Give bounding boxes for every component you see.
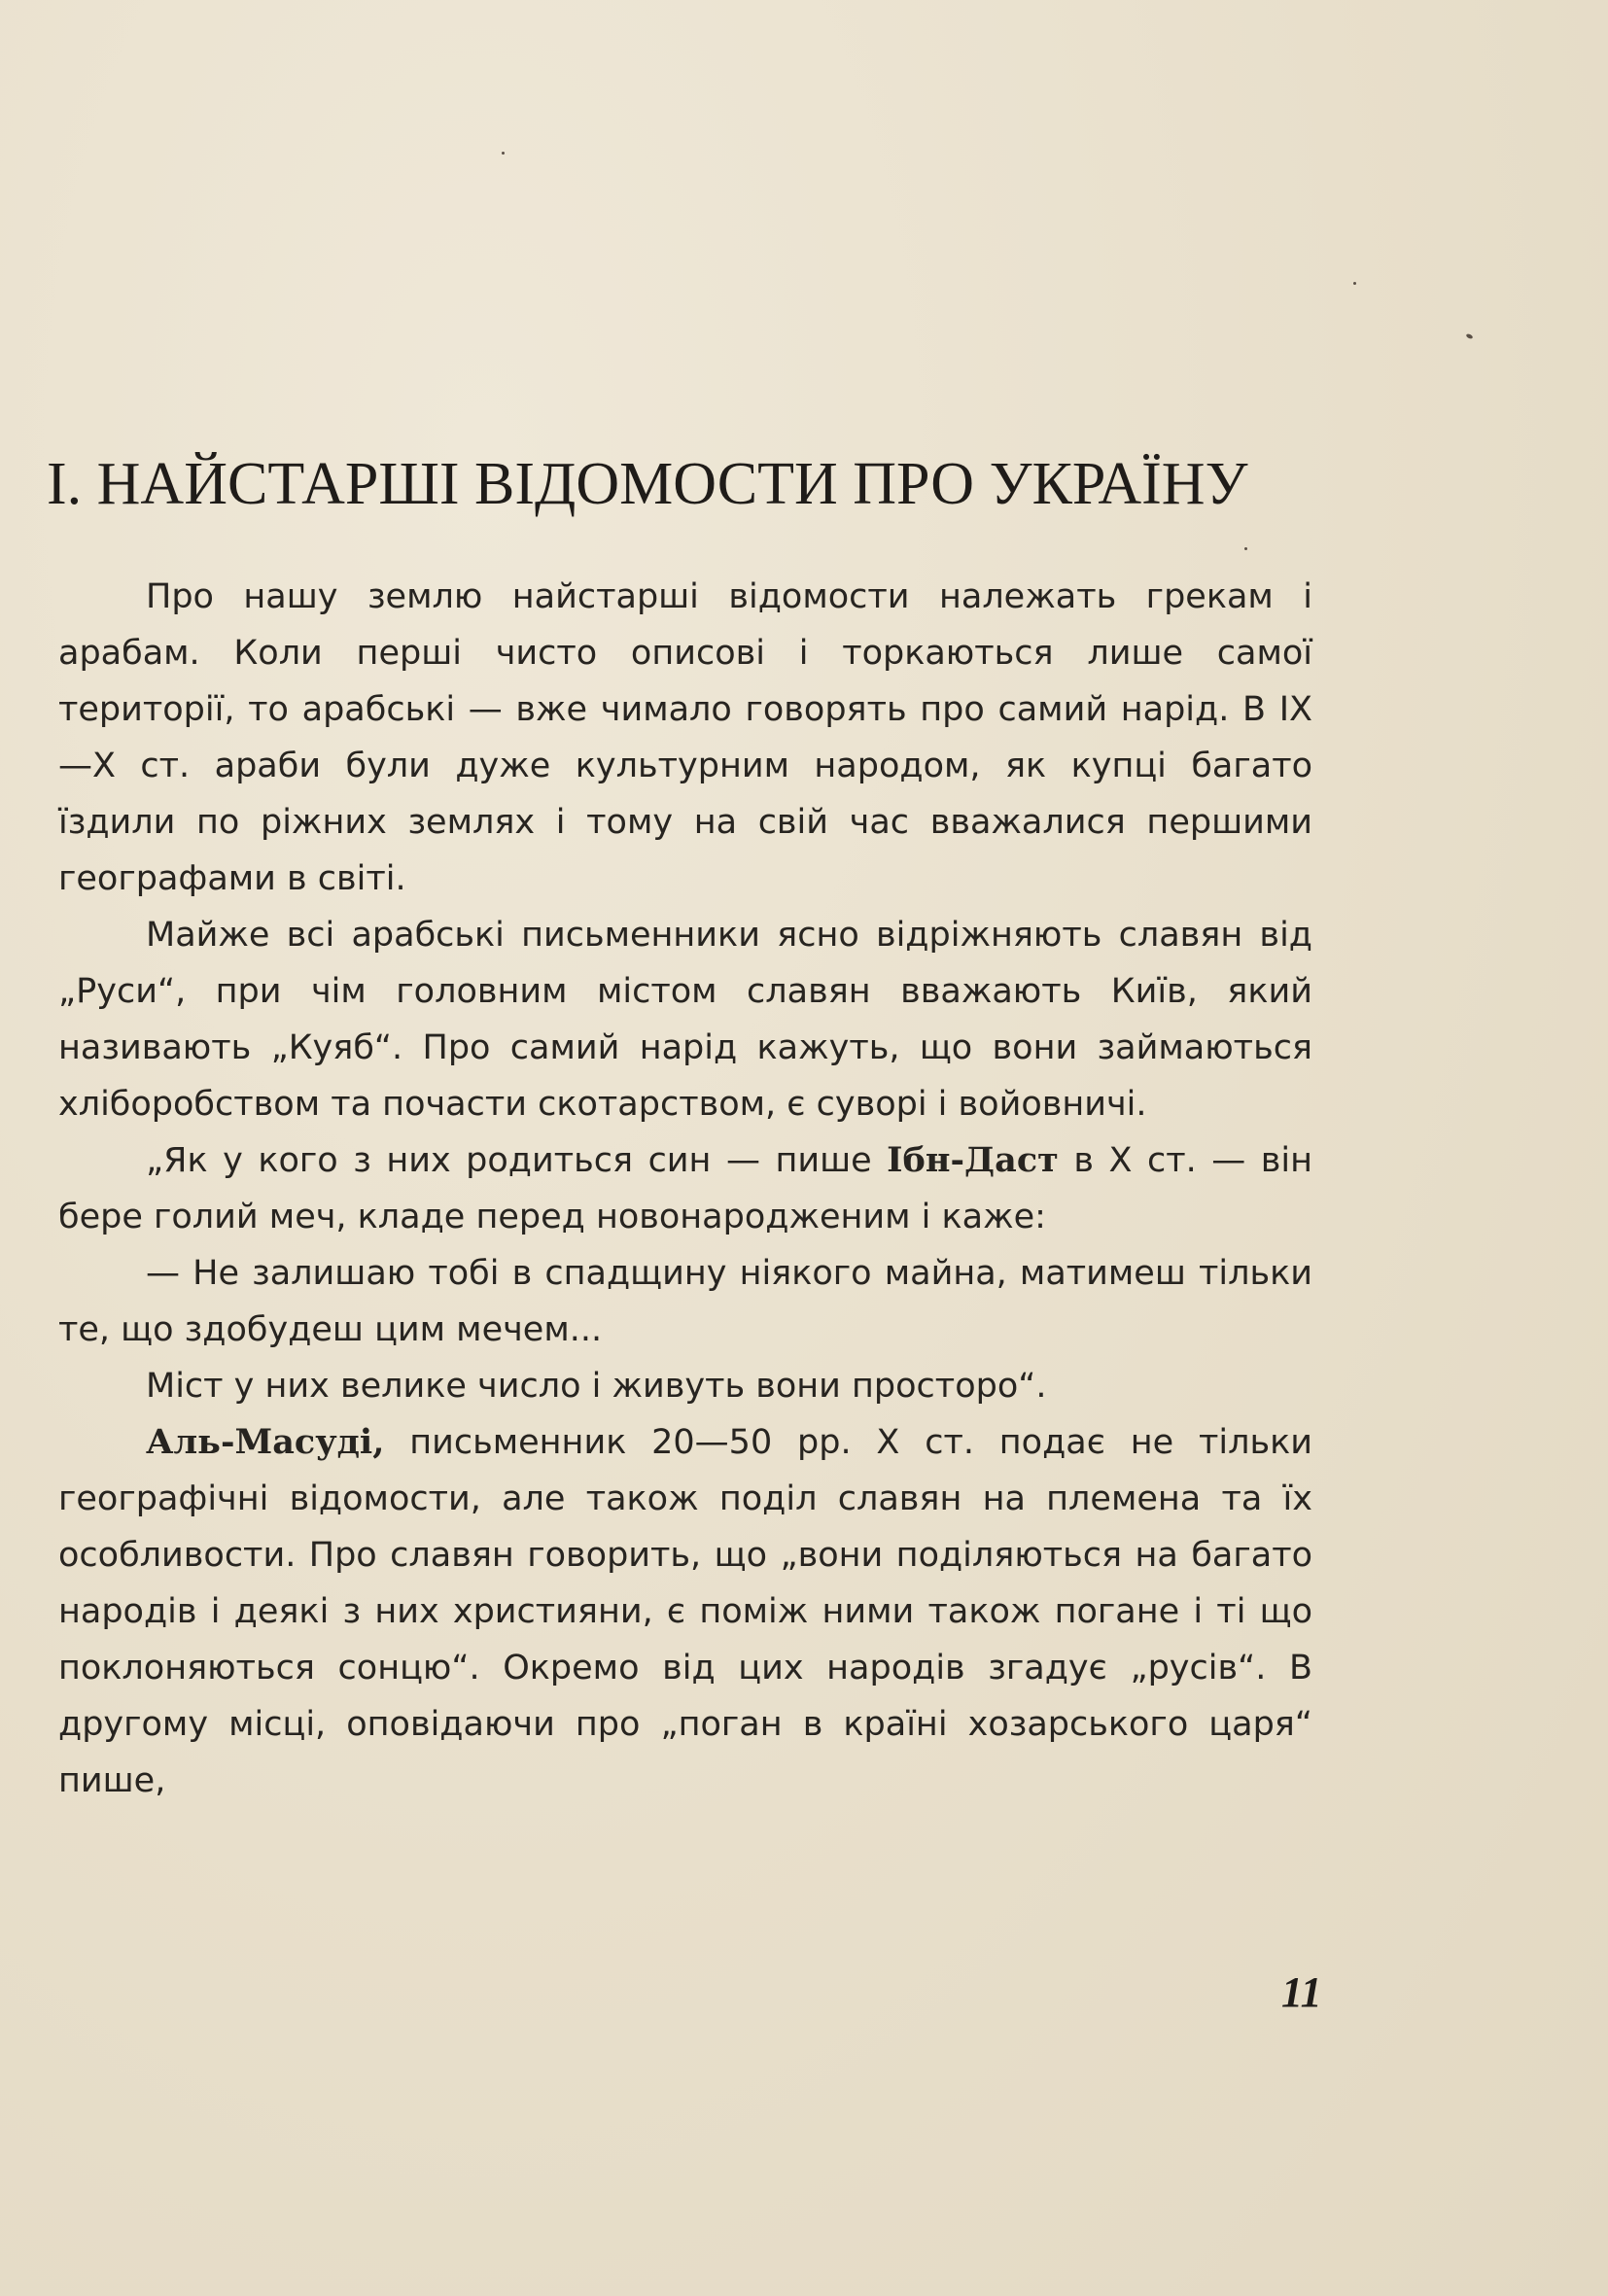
paragraph-ibn-dast-quote bbox=[58, 1132, 1312, 1245]
paragraph-text: Про нашу землю найстарші відомости належать грекам і арабам. Коли перші чисто описові і торкаються лише самої території, то арабські — вже чимало говорять про самий нарід. В IX—X ст. араби були дуже культурним народом, як купці багато їздили по ріжних землях і тому на свій час вважалися першими географами в світі. bbox=[58, 577, 1312, 898]
paragraph-al-masudi bbox=[58, 1414, 1312, 1809]
paragraph-text: в X ст. — він бере голий меч, кладе перед новонародженим і каже: bbox=[58, 1141, 1312, 1236]
paragraph-text: Майже всі арабські письменники ясно відріжняють славян від „Руси“, при чім головним містом славян вважають Київ, який називають „Куяб“. Про самий нарід кажуть, що вони займаються хліборобством та почасти скотарством, є суворі і войовничі. bbox=[58, 916, 1312, 1124]
chapter-title: I. НАЙСТАРШІ ВІДОМОСТИ ПРО УКРАЇНУ bbox=[47, 451, 1248, 517]
author-name-al-masudi: Аль-Масуді, bbox=[146, 1422, 385, 1462]
body-text bbox=[58, 569, 1312, 1809]
paper-speck bbox=[1353, 282, 1356, 285]
author-name-ibn-dast: Ібн-Даст bbox=[887, 1140, 1059, 1180]
paragraph-arab-greek-sources bbox=[58, 569, 1312, 907]
paper-speck bbox=[1465, 333, 1473, 340]
paragraph-text: письменник 20—50 рр. X ст. подає не тільки географічні відомости, але також поділ славян на племена та їх особливости. Про славян говорить, що „вони поділяються на багато народів і деякі з них християни, є поміж ними також погане і ті що поклоняються сонцю“. Окремо від цих народів згадує „русів“. В другому місці, оповідаючи про „поган в країні хозарського царя“ пише, bbox=[58, 1423, 1312, 1800]
paper-speck bbox=[502, 152, 505, 155]
paragraph-text: — Не залишаю тобі в спадщину ніякого майна, матимеш тільки те, що здобудеш цим мечем... bbox=[58, 1254, 1312, 1349]
paragraph-arab-writers bbox=[58, 907, 1312, 1132]
paper-speck bbox=[1244, 547, 1247, 550]
paragraph-text: „Як у кого з них родиться син — пише bbox=[146, 1141, 888, 1180]
paragraph-sword-quote bbox=[58, 1245, 1312, 1358]
paragraph-cities bbox=[58, 1358, 1312, 1414]
page-number: 11 bbox=[1281, 1968, 1322, 2016]
paragraph-text: Міст у них велике число і живуть вони просторо“. bbox=[146, 1367, 1047, 1406]
